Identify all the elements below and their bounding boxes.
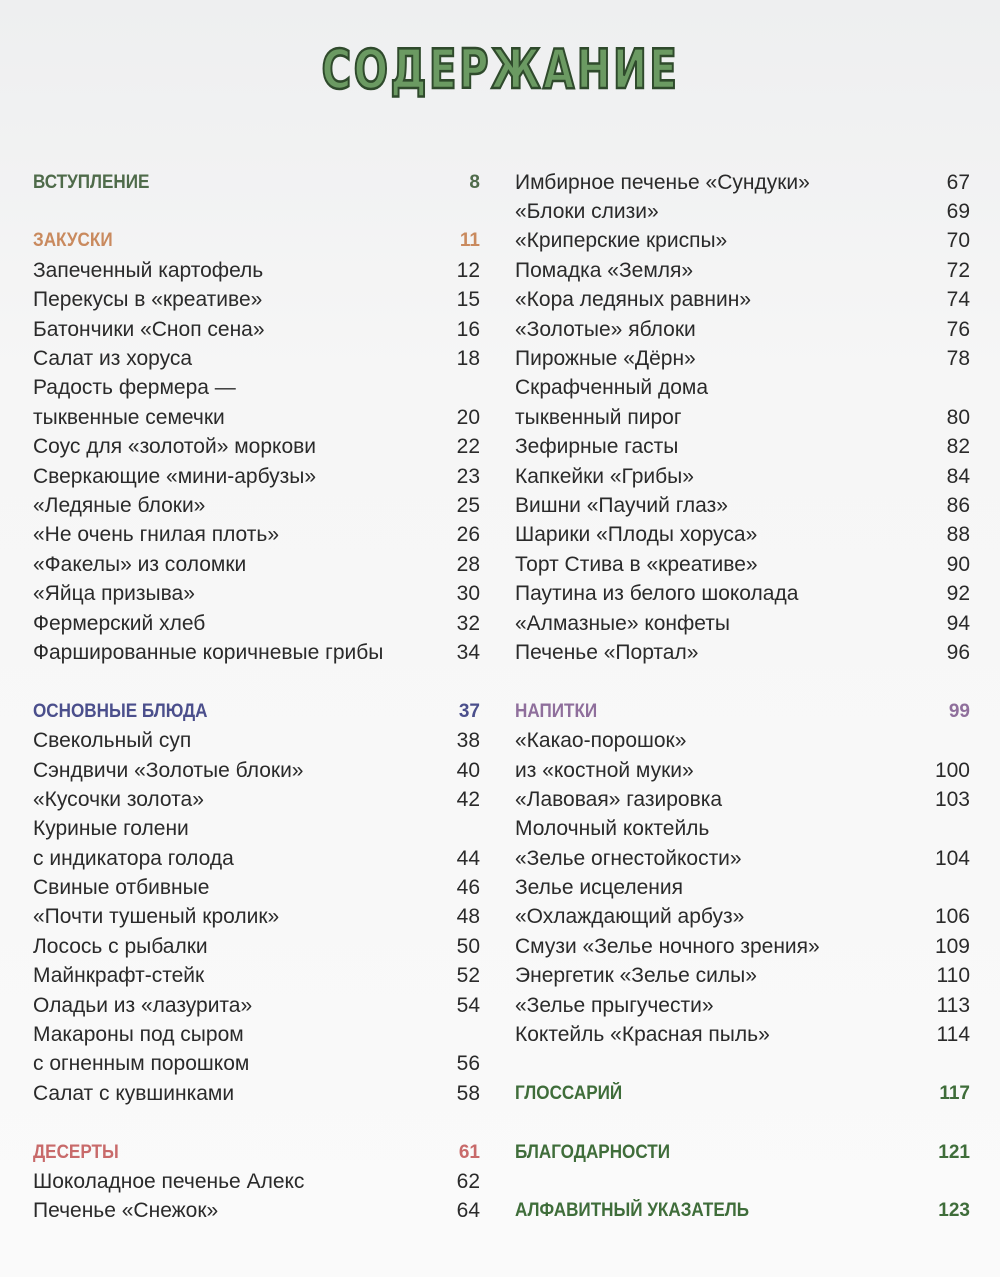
toc-entry bbox=[33, 1197, 480, 1226]
toc-entry bbox=[33, 873, 480, 902]
toc-entry-title: Фермерский хлеб bbox=[33, 611, 206, 635]
toc-page-number: 25 bbox=[456, 493, 480, 517]
toc-entry-title: ГЛОССАРИЙ bbox=[515, 1082, 623, 1104]
toc-entry-title: ЗАКУСКИ bbox=[33, 230, 113, 252]
toc-entry bbox=[33, 433, 480, 462]
toc-entry-title: «Криперские криспы» bbox=[515, 229, 728, 253]
toc-page-number: 117 bbox=[939, 1082, 970, 1104]
toc-entry-title: БЛАГОДАРНОСТИ bbox=[515, 1141, 671, 1163]
toc-entry bbox=[33, 491, 480, 520]
toc-entry bbox=[515, 579, 970, 608]
toc-section-heading bbox=[515, 697, 970, 726]
spacer bbox=[515, 668, 970, 697]
page-title: СОДЕРЖАНИЕ bbox=[321, 38, 679, 102]
toc-page-number: 44 bbox=[456, 846, 480, 870]
toc-entry bbox=[515, 227, 970, 256]
toc-entry bbox=[33, 903, 480, 932]
toc-section-heading bbox=[515, 1138, 970, 1167]
toc-entry-title: Коктейль «Красная пыль» bbox=[515, 1023, 770, 1047]
toc-entry bbox=[33, 374, 480, 403]
toc-entry bbox=[33, 638, 480, 667]
toc-entry-title: Вишни «Паучий глаз» bbox=[515, 493, 728, 517]
toc-page-number: 106 bbox=[934, 905, 970, 929]
toc-entry bbox=[33, 785, 480, 814]
toc-page-number: 61 bbox=[458, 1141, 480, 1163]
toc-entry-title: Макароны под сыром bbox=[33, 1023, 244, 1047]
toc-entry-title: Зефирные гасты bbox=[515, 435, 679, 459]
toc-entry-title: ДЕСЕРТЫ bbox=[33, 1141, 119, 1163]
toc-page-number: 54 bbox=[456, 993, 480, 1017]
toc-entry bbox=[33, 344, 480, 373]
toc-entry-title: «Факелы» из соломки bbox=[33, 552, 247, 576]
toc-page-number: 121 bbox=[938, 1141, 970, 1163]
toc-entry-title: Капкейки «Грибы» bbox=[515, 464, 694, 488]
toc-entry bbox=[33, 1020, 480, 1049]
toc-page-number: 70 bbox=[946, 229, 970, 253]
toc-page-number: 99 bbox=[948, 700, 970, 722]
toc-page-number: 110 bbox=[936, 964, 970, 988]
toc-page-number: 67 bbox=[946, 170, 970, 194]
toc-entry-title: с индикатора голода bbox=[33, 846, 234, 870]
toc-page-number: 100 bbox=[934, 758, 970, 782]
toc-entry bbox=[33, 991, 480, 1020]
toc-page-number: 50 bbox=[456, 934, 480, 958]
spacer bbox=[515, 1050, 970, 1079]
toc-entry bbox=[515, 550, 970, 579]
spacer bbox=[33, 668, 480, 697]
toc-entry-title: АЛФАВИТНЫЙ УКАЗАТЕЛЬ bbox=[515, 1200, 750, 1222]
toc-page-number: 26 bbox=[456, 523, 480, 547]
toc-page-number: 84 bbox=[946, 464, 970, 488]
toc-page-number: 104 bbox=[934, 846, 970, 870]
toc-entry-title: с огненным порошком bbox=[33, 1052, 250, 1076]
toc-entry-title: Перекусы в «креативе» bbox=[33, 288, 263, 312]
toc-entry-title: Паутина из белого шоколада bbox=[515, 582, 799, 606]
toc-entry bbox=[33, 1050, 480, 1079]
toc-entry-title: Торт Стива в «креативе» bbox=[515, 552, 758, 576]
toc-page-number: 46 bbox=[456, 876, 480, 900]
toc-page-number: 12 bbox=[456, 258, 480, 282]
toc-page-number: 96 bbox=[946, 640, 970, 664]
toc-page-number: 90 bbox=[946, 552, 970, 576]
toc-entry-title: Смузи «Зелье ночного зрения» bbox=[515, 934, 820, 958]
toc-entry bbox=[33, 550, 480, 579]
toc-page-number: 72 bbox=[946, 258, 970, 282]
toc-entry bbox=[515, 756, 970, 785]
toc-entry-title: Свиные отбивные bbox=[33, 876, 210, 900]
toc-entry bbox=[515, 638, 970, 667]
toc-page-number: 28 bbox=[456, 552, 480, 576]
toc-entry-title: «Кусочки золота» bbox=[33, 787, 204, 811]
toc-entry-title: ОСНОВНЫЕ БЛЮДА bbox=[33, 700, 208, 722]
toc-entry bbox=[515, 315, 970, 344]
page-title-wrap bbox=[0, 40, 1000, 100]
toc-entry-title: Радость фермера — bbox=[33, 376, 236, 400]
toc-entry-title: Печенье «Портал» bbox=[515, 640, 699, 664]
toc-page-number: 114 bbox=[936, 1023, 970, 1047]
toc-page-number: 69 bbox=[946, 200, 970, 224]
toc-entry-title: «Какао-порошок» bbox=[515, 729, 687, 753]
toc-entry-title: «Зелье прыгучести» bbox=[515, 993, 714, 1017]
toc-page-number: 88 bbox=[946, 523, 970, 547]
toc-page-number: 30 bbox=[456, 582, 480, 606]
toc-entry-title: тыквенный пирог bbox=[515, 405, 682, 429]
toc-entry bbox=[33, 1079, 480, 1108]
toc-entry-title: Имбирное печенье «Сундуки» bbox=[515, 170, 810, 194]
toc-page-number: 56 bbox=[456, 1052, 480, 1076]
toc-page-number: 8 bbox=[469, 171, 480, 193]
toc-page-number: 40 bbox=[456, 758, 480, 782]
toc-entry-title: Энергетик «Зелье силы» bbox=[515, 964, 757, 988]
toc-page-number: 80 bbox=[946, 405, 970, 429]
toc-entry bbox=[515, 903, 970, 932]
toc-page-number: 82 bbox=[946, 435, 970, 459]
toc-entry bbox=[33, 844, 480, 873]
toc-entry-title: тыквенные семечки bbox=[33, 405, 225, 429]
toc-page-number: 52 bbox=[456, 964, 480, 988]
toc-page-number: 62 bbox=[456, 1169, 480, 1193]
toc-section-heading bbox=[515, 1197, 970, 1226]
toc-entry-title: «Алмазные» конфеты bbox=[515, 611, 731, 635]
toc-entry-title: «Охлаждающий арбуз» bbox=[515, 905, 745, 929]
toc-column-left bbox=[33, 168, 480, 1226]
toc-section-heading bbox=[33, 227, 480, 256]
toc-entry bbox=[515, 962, 970, 991]
toc-entry bbox=[515, 168, 970, 197]
toc-page-number: 48 bbox=[456, 905, 480, 929]
toc-page-number: 86 bbox=[946, 493, 970, 517]
toc-entry bbox=[33, 462, 480, 491]
toc-entry-title: Шоколадное печенье Алекс bbox=[33, 1169, 305, 1193]
toc-page-number: 15 bbox=[456, 288, 480, 312]
toc-entry bbox=[515, 844, 970, 873]
toc-entry bbox=[515, 256, 970, 285]
toc-entry-title: Скрафченный дома bbox=[515, 376, 709, 400]
toc-page-number: 94 bbox=[946, 611, 970, 635]
toc-entry-title: Пирожные «Дёрн» bbox=[515, 347, 696, 371]
toc-entry bbox=[515, 991, 970, 1020]
toc-entry bbox=[515, 491, 970, 520]
toc-entry bbox=[33, 403, 480, 432]
toc-entry-title: Сэндвичи «Золотые блоки» bbox=[33, 758, 304, 782]
toc-entry-title: Сверкающие «мини-арбузы» bbox=[33, 464, 317, 488]
toc-entry-title: «Кора ледяных равнин» bbox=[515, 288, 752, 312]
toc-page-number: 18 bbox=[456, 347, 480, 371]
toc-page-number: 11 bbox=[459, 230, 480, 252]
toc-entry bbox=[33, 1167, 480, 1196]
toc-entry bbox=[33, 315, 480, 344]
toc-entry bbox=[33, 756, 480, 785]
toc-entry-title: Оладьи из «лазурита» bbox=[33, 993, 253, 1017]
toc-entry bbox=[515, 873, 970, 902]
toc-page-number: 78 bbox=[946, 347, 970, 371]
toc-entry-title: Зелье исцеления bbox=[515, 876, 684, 900]
toc-entry-title: Шарики «Плоды хоруса» bbox=[515, 523, 758, 547]
toc-entry-title: Помадка «Земля» bbox=[515, 258, 694, 282]
toc-entry-title: «Зелье огнестойкости» bbox=[515, 846, 742, 870]
toc-column-right bbox=[515, 168, 970, 1226]
toc-entry bbox=[33, 256, 480, 285]
toc-page-number: 109 bbox=[934, 934, 970, 958]
toc-entry bbox=[515, 462, 970, 491]
toc-entry bbox=[515, 785, 970, 814]
spacer bbox=[515, 1109, 970, 1138]
toc-entry bbox=[515, 609, 970, 638]
toc-page-number: 103 bbox=[934, 787, 970, 811]
spacer bbox=[515, 1167, 970, 1196]
toc-entry bbox=[33, 521, 480, 550]
toc-entry-title: «Не очень гнилая плоть» bbox=[33, 523, 280, 547]
toc-entry-title: Молочный коктейль bbox=[515, 817, 710, 841]
toc-page-number: 34 bbox=[456, 640, 480, 664]
toc-entry-title: Батончики «Сноп сена» bbox=[33, 317, 265, 341]
toc-entry-title: из «костной муки» bbox=[515, 758, 694, 782]
toc-page-number: 113 bbox=[936, 993, 970, 1017]
toc-entry-title: Фаршированные коричневые грибы bbox=[33, 640, 384, 664]
toc-entry bbox=[33, 609, 480, 638]
toc-entry bbox=[33, 579, 480, 608]
toc-entry bbox=[33, 932, 480, 961]
toc-entry-title: ВСТУПЛЕНИЕ bbox=[33, 171, 150, 193]
toc-entry-title: Майнкрафт-стейк bbox=[33, 964, 205, 988]
spacer bbox=[33, 197, 480, 226]
toc-entry bbox=[33, 962, 480, 991]
toc-section-heading bbox=[33, 168, 480, 197]
toc-entry-title: Печенье «Снежок» bbox=[33, 1199, 219, 1223]
toc-entry bbox=[515, 433, 970, 462]
toc-entry bbox=[33, 286, 480, 315]
toc-entry-title: «Ледяные блоки» bbox=[33, 493, 206, 517]
toc-page-number: 38 bbox=[456, 729, 480, 753]
toc-page-number: 76 bbox=[946, 317, 970, 341]
toc-page-number: 32 bbox=[456, 611, 480, 635]
toc-page-number: 92 bbox=[946, 582, 970, 606]
toc-section-heading bbox=[515, 1079, 970, 1108]
toc-section-heading bbox=[33, 1138, 480, 1167]
toc-entry-title: «Лавовая» газировка bbox=[515, 787, 723, 811]
toc-entry bbox=[515, 932, 970, 961]
toc-entry bbox=[515, 197, 970, 226]
toc-entry bbox=[515, 286, 970, 315]
toc-entry-title: «Блоки слизи» bbox=[515, 200, 659, 224]
toc-entry-title: Салат из хоруса bbox=[33, 347, 193, 371]
toc-entry-title: «Золотые» яблоки bbox=[515, 317, 696, 341]
toc-page-number: 37 bbox=[458, 700, 480, 722]
toc-page-number: 74 bbox=[946, 288, 970, 312]
toc-entry-title: Соус для «золотой» моркови bbox=[33, 435, 317, 459]
toc-page-number: 23 bbox=[456, 464, 480, 488]
toc-page-number: 42 bbox=[456, 787, 480, 811]
toc-page-number: 64 bbox=[456, 1199, 480, 1223]
toc-entry bbox=[515, 403, 970, 432]
toc-entry-title: Лосось с рыбалки bbox=[33, 934, 208, 958]
toc-page-number: 22 bbox=[456, 435, 480, 459]
toc-entry bbox=[515, 726, 970, 755]
toc-entry-title: Запеченный картофель bbox=[33, 258, 264, 282]
toc-entry bbox=[515, 1020, 970, 1049]
toc-entry-title: Салат с кувшинками bbox=[33, 1081, 235, 1105]
toc-entry bbox=[33, 726, 480, 755]
toc-entry bbox=[33, 815, 480, 844]
toc-entry-title: Куриные голени bbox=[33, 817, 189, 841]
toc-entry-title: «Почти тушеный кролик» bbox=[33, 905, 280, 929]
toc-entry-title: Свекольный суп bbox=[33, 729, 192, 753]
toc-page-number: 123 bbox=[938, 1200, 970, 1222]
toc-page-number: 58 bbox=[456, 1081, 480, 1105]
toc-section-heading bbox=[33, 697, 480, 726]
toc-entry bbox=[515, 344, 970, 373]
toc-page-number: 20 bbox=[456, 405, 480, 429]
toc-entry bbox=[515, 374, 970, 403]
toc-page-number: 16 bbox=[456, 317, 480, 341]
toc-entry bbox=[515, 815, 970, 844]
toc-entry-title: НАПИТКИ bbox=[515, 700, 598, 722]
toc-entry bbox=[515, 521, 970, 550]
spacer bbox=[33, 1109, 480, 1138]
toc-entry-title: «Яйца призыва» bbox=[33, 582, 195, 606]
